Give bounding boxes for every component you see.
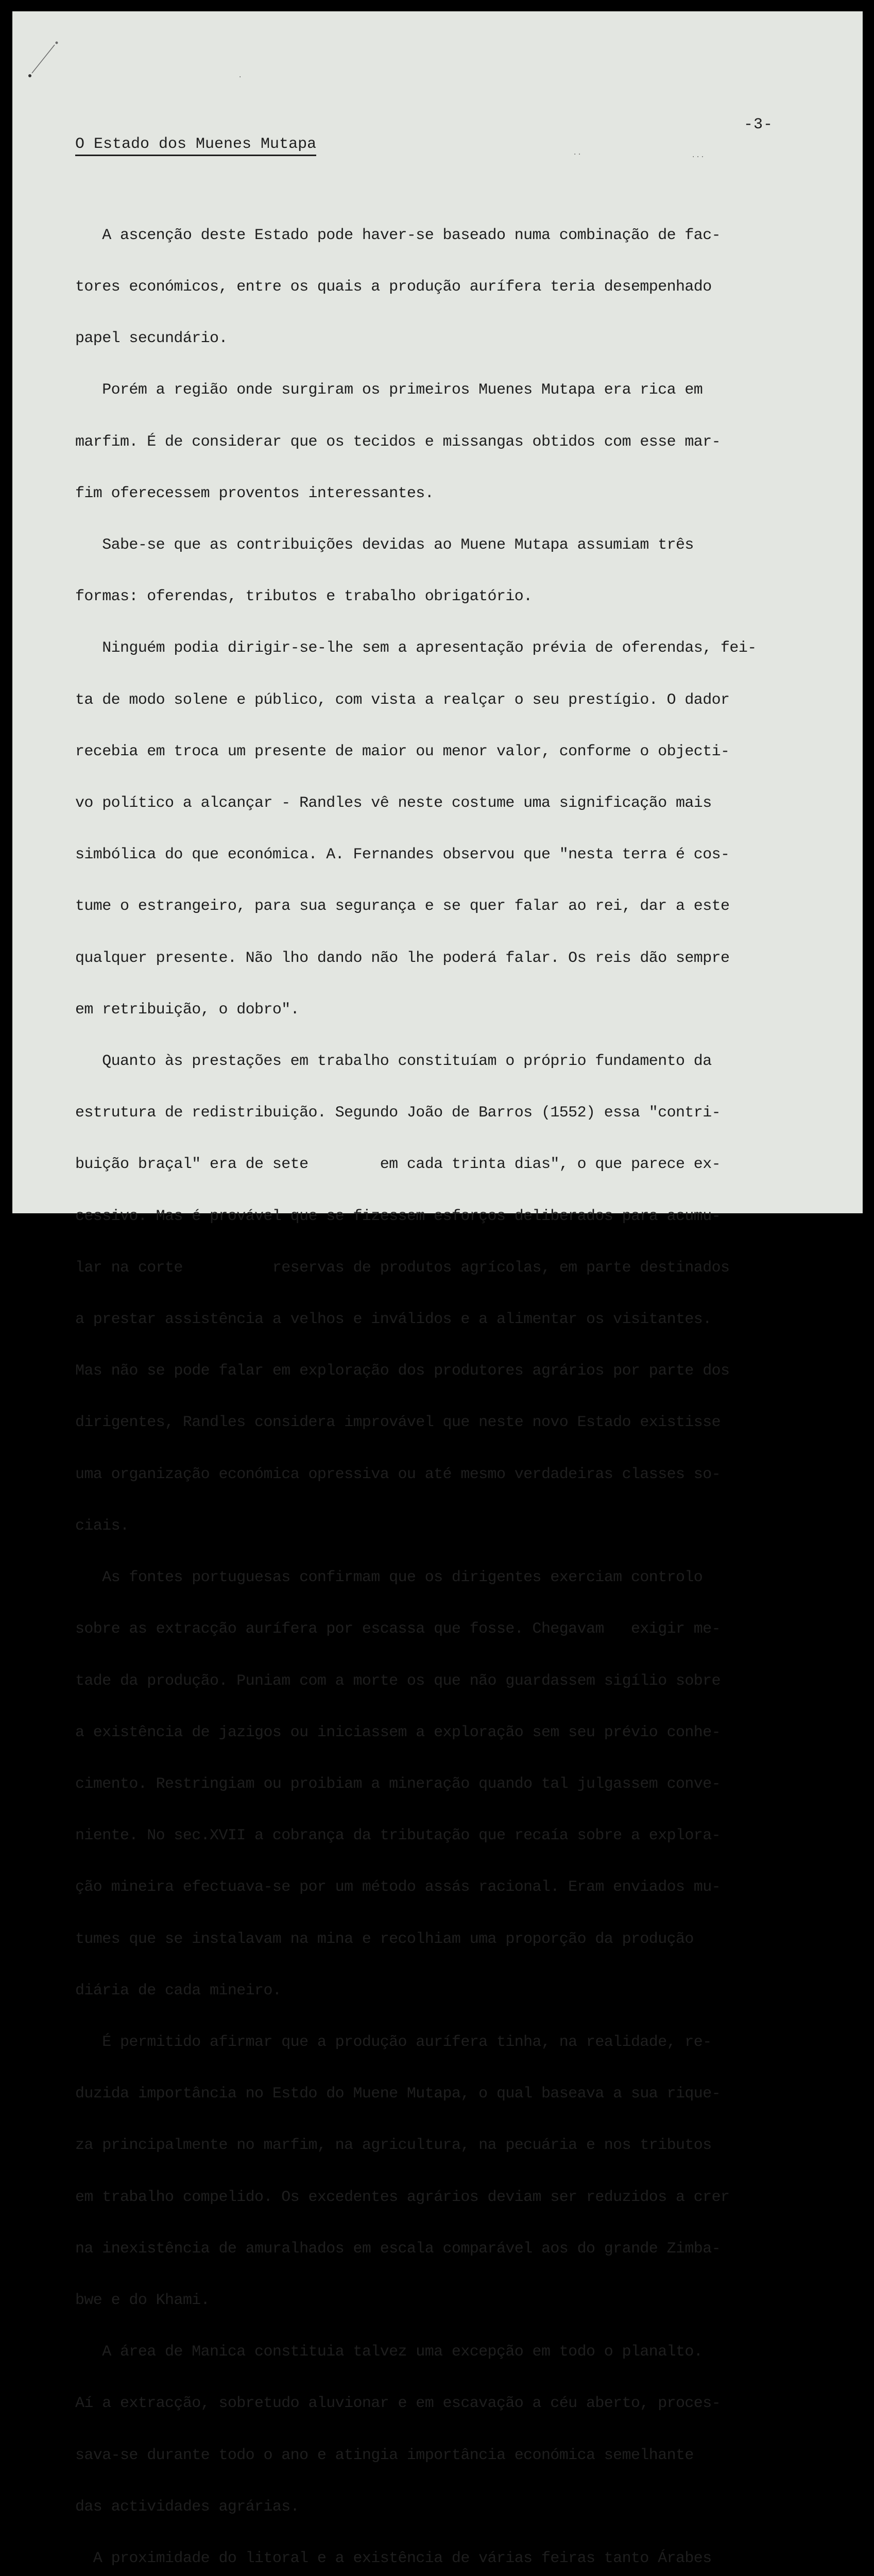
text-line: A ascenção deste Estado pode haver-se baseado numa combinação de fac- [75, 226, 721, 244]
text-line: tade da produção. Puniam com a morte os que não guardassem sigílio sobre [75, 1672, 721, 1690]
text-line: A área de Manica constituia talvez uma excepção em todo o planalto. [75, 2343, 703, 2361]
text-line: cimento. Restringiam ou proibiam a mineração quando tal julgassem conve- [75, 1775, 721, 1793]
text-line: recebia em troca um presente de maior ou menor valor, conforme o objecti- [75, 742, 730, 760]
text-line: a prestar assistência a velhos e inválidos e a alimentar os visitantes. [75, 1311, 712, 1329]
text-line: tume o estrangeiro, para sua segurança e se quer falar ao rei, dar a este [75, 897, 730, 916]
text-line: a existência de jazigos ou iniciassem a exploração sem seu prévio conhe- [75, 1723, 721, 1741]
text-line: ção mineira efectuava-se por um método assás racional. Eram enviados mu- [75, 1878, 721, 1896]
text-line: fim oferecessem proventos interessantes. [75, 484, 434, 502]
text-line: sava-se durante todo o ano e atingia importância económica semelhante [75, 2446, 694, 2464]
text-line: Sabe-se que as contribuições devidas ao Muene Mutapa assumiam três [75, 536, 694, 554]
paper-speck: · [239, 73, 242, 81]
section-heading: O Estado dos Muenes Mutapa [75, 135, 316, 156]
text-line: As fontes portuguesas confirmam que os dirigentes exerciam controlo [75, 1569, 703, 1587]
text-line: A proximidade do litoral e a existência de várias feiras tanto Árabes [75, 2549, 712, 2567]
text-line: tores económicos, entre os quais a produção aurífera teria desempenhado [75, 278, 712, 296]
text-line: Porém a região onde surgiram os primeiros Muenes Mutapa era rica em [75, 381, 703, 399]
body-text [75, 193, 837, 2576]
text-line: papel secundário. [75, 330, 228, 348]
text-line: diária de cada mineiro. [75, 1981, 282, 1999]
text-line: buição braçal" era de sete em cada trinta dias", o que parece ex- [75, 1156, 721, 1174]
text-line: ciais. [75, 1517, 129, 1535]
text-line: Quanto às prestações em trabalho constituíam o próprio fundamento da [75, 1053, 712, 1071]
text-line: em trabalho compelido. Os excedentes agrários deviam ser reduzidos a crer [75, 2188, 730, 2206]
text-line: das actividades agrárias. [75, 2498, 300, 2516]
paper-speck: · · [574, 150, 581, 159]
text-line: estrutura de redistribuição. Segundo João de Barros (1552) essa "contri- [75, 1104, 721, 1122]
text-line: lar na corte reservas de produtos agrícolas, em parte destinados [75, 1259, 730, 1277]
text-line: É permitido afirmar que a produção aurífera tinha, na realidade, re- [75, 2033, 712, 2051]
paper-speck: · · · [692, 153, 704, 161]
page-number: -3- [744, 116, 774, 133]
text-line: niente. No sec.XVII a cobrança da tributação que recaía sobre a explora- [75, 1827, 721, 1845]
text-line: uma organização económica opressiva ou até mesmo verdadeiras classes so- [75, 1465, 721, 1483]
text-line: marfim. É de considerar que os tecidos e missangas obtidos com esse mar- [75, 433, 721, 451]
text-line: za principalmente no marfim, na agricultura, na pecuária e nos tributos [75, 2137, 712, 2155]
text-line: simbólica do que económica. A. Fernandes observou que "nesta terra é cos- [75, 846, 730, 864]
text-line: Mas não se pode falar em exploração dos produtores agrários por parte dos [75, 1362, 730, 1380]
text-line: vo político a alcançar - Randles vê neste costume uma significação mais [75, 794, 712, 812]
text-line: dirigentes, Randles considera improvável que neste novo Estado existisse [75, 1414, 721, 1432]
text-line: tumes que se instalavam na mina e recolhiam uma proporção da produção [75, 1930, 694, 1948]
text-line: cessivo. Mas é provável que se fizessem esforços deliberados para acumu- [75, 1207, 721, 1225]
text-line: em retribuição, o dobro". [75, 1001, 300, 1019]
text-line: duzida importância no Estdo do Muene Mutapa, o qual baseava a sua rique- [75, 2085, 721, 2103]
text-line: Aí a extracção, sobretudo aluvionar e em escavação a céu aberto, proces- [75, 2395, 721, 2413]
text-line: formas: oferendas, tributos e trabalho obrigatório. [75, 588, 533, 606]
text-line: ta de modo solene e público, com vista a realçar o seu prestígio. O dador [75, 691, 730, 709]
text-line: bwe e do Khami. [75, 2291, 210, 2309]
text-line: na inexistência de amuralhados em escala comparável aos do grande Zimba- [75, 2240, 721, 2258]
document-page [12, 11, 863, 2567]
text-line: Ninguém podia dirigir-se-lhe sem a apresentação prévia de oferendas, fei- [75, 639, 757, 657]
text-line: sobre as extracção aurífera por escassa que fosse. Chegavam exigir me- [75, 1620, 721, 1638]
pencil-mark-icon [23, 35, 74, 81]
text-line: qualquer presente. Não lho dando não lhe poderá falar. Os reis dão sempre [75, 949, 730, 967]
